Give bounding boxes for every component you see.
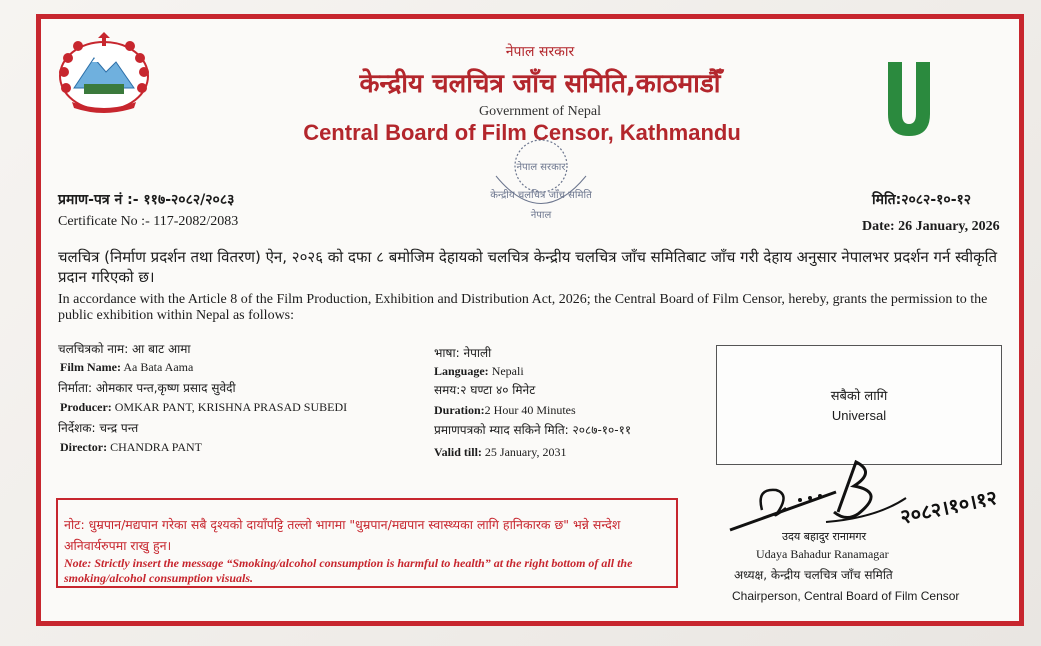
- audience-category-en: Universal: [831, 408, 887, 423]
- language-np: भाषा: नेपाली: [434, 346, 492, 360]
- issue-date-np: मिति:२०८२-१०-१२: [872, 192, 972, 208]
- issue-date-en: Date: 26 January, 2026: [862, 219, 1000, 234]
- chairperson-title-np: अध्यक्ष, केन्द्रीय चलचित्र जाँच समिति: [734, 568, 893, 582]
- handwritten-date: २०८२।१०।१२: [898, 484, 1000, 529]
- validity-en: Valid till: 25 January, 2031: [434, 445, 567, 459]
- svg-text:केन्द्रीय चलचित्र जाँच समिति: केन्द्रीय चलचित्र जाँच समिति: [490, 190, 592, 201]
- film-name-np: चलचित्रको नाम: आ बाट आमा: [58, 342, 191, 356]
- approval-paragraph-en: In accordance with the Article 8 of the Film Production, Exhibition and Distribution Act, 2026; the Central Board of Film Censor, hereby, grants the permission to the public exhibition within Nepal as follows:: [58, 292, 988, 323]
- svg-text:नेपाल: नेपाल: [530, 210, 552, 221]
- handwritten-name: उदय बहादुर रानामगर: [782, 530, 867, 543]
- health-warning-note: [56, 498, 678, 588]
- audience-category-np: सबैको लागि: [830, 389, 888, 404]
- validity-np: प्रमाणपत्रको म्याद सकिने मिति: २०८७-१०-११: [434, 423, 632, 437]
- board-seal-stamp: [476, 136, 606, 226]
- chairperson-signature: [726, 452, 1036, 544]
- chairperson-title-en: Chairperson, Central Board of Film Censor: [732, 589, 960, 603]
- duration-np: समय:२ घण्टा ४० मिनेट: [434, 383, 536, 397]
- certificate-number-np: प्रमाण-पत्र नं :- ११७-२०८२/२०८३: [58, 192, 235, 208]
- duration-en: Duration:2 Hour 40 Minutes: [434, 403, 576, 417]
- note-text-en: Note: Strictly insert the message “Smoking/alcohol consumption is harmful to health” at the right bottom of all the smoking/alcohol consumption visuals.: [64, 556, 633, 585]
- government-heading-np: नेपाल सरकार: [505, 44, 575, 60]
- director-np: निर्देशक: चन्द्र पन्त: [58, 421, 139, 435]
- audience-category-box: [716, 345, 1002, 465]
- chairperson-name: Udaya Bahadur Ranamagar: [756, 547, 889, 561]
- approval-paragraph-np: चलचित्र (निर्माण प्रदर्शन तथा वितरण) ऐन, २०२६ को दफा ८ बमोजिम देहायको चलचित्र केन्द्रीय चलचित्र जाँच समितिबाट जाँच गरी देहाय अनुसार नेपालभर प्रदर्शन गर्न स्वीकृति प्रदान गरिएको छ।: [58, 248, 998, 286]
- nepal-emblem-icon: [54, 32, 154, 116]
- director-en: Director: CHANDRA PANT: [60, 440, 203, 454]
- svg-text:नेपाल सरकार: नेपाल सरकार: [516, 162, 566, 173]
- government-heading-en: Government of Nepal: [478, 104, 602, 119]
- board-heading-en: Central Board of Film Censor, Kathmandu: [303, 120, 741, 145]
- note-text-np: नोट: धुम्रपान/मद्यपान गरेका सबै दृश्यको दायाँपट्टि तल्लो भागमा "धुम्रपान/मद्यपान स्वास्थ्यका लागि हानिकारक छ" भन्ने सन्देश अनिवार्यरुपमा राखु हुन।: [64, 517, 621, 553]
- board-heading-np: केन्द्रीय चलचित्र जाँच समिति,काठमाडौँ: [359, 69, 721, 99]
- rating-u-badge: [884, 58, 934, 138]
- producer-np: निर्माता: ओमकार पन्त,कृष्ण प्रसाद सुवेदी: [58, 381, 236, 395]
- certificate-number-en: Certificate No :- 117-2082/2083: [58, 214, 239, 229]
- film-name-en: Film Name: Aa Bata Aama: [60, 360, 194, 374]
- producer-en: Producer: OMKAR PANT, KRISHNA PRASAD SUBEDI: [60, 400, 348, 414]
- language-en: Language: Nepali: [434, 364, 524, 378]
